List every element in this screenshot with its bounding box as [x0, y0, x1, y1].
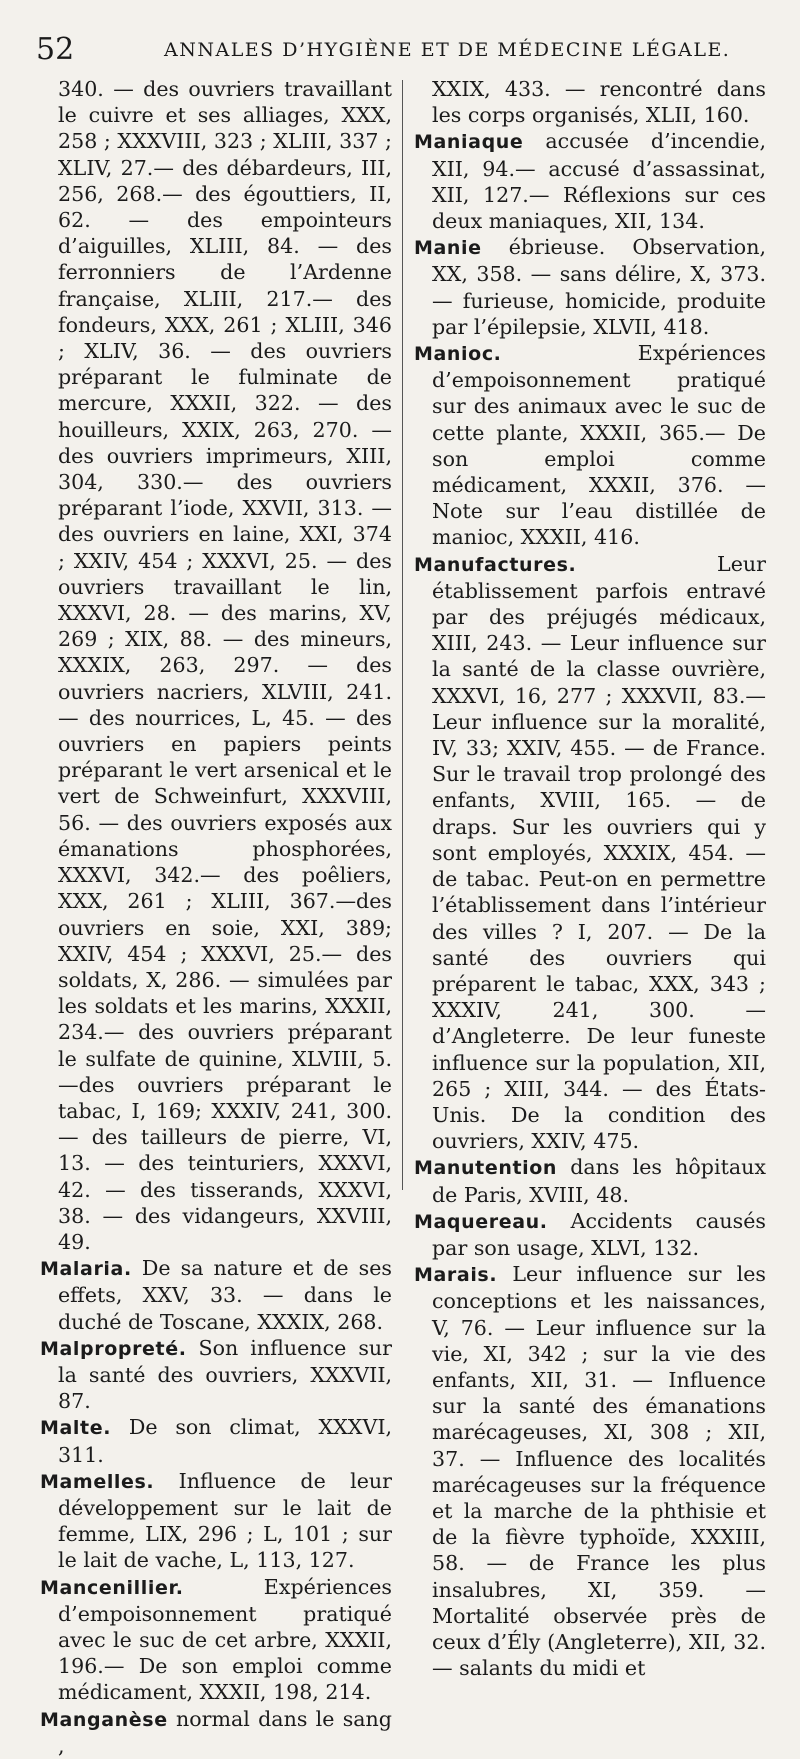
entry-term: Malte. [40, 1417, 112, 1440]
entry-term: Manie [414, 237, 482, 260]
running-title: ANNALES D’HYGIÈNE ET DE MÉDECINE LÉGALE. [164, 39, 731, 61]
entry-term: Mamelles. [40, 1470, 155, 1493]
entry-text: 340. — des ouvriers travaillant le cuivre et ses alliages, XXX, 258 ; XXXVIII, 323 ; XLIII, 337 ; XLIV, 27.— des débardeurs, III, 256, 268.— des égouttiers, II, 62. — des empointeurs d’aiguilles, XLIII, 84. — des ferronniers de l’Ardenne française, XLIII, 217.— des fondeurs, XXX, 261 ; XLIII, 346 ; XLIV, 36. — des ouvriers préparant le fulminate de mercure, XXXII, 322. — des houilleurs, XXIX, 263, 270. — des ouvriers imprimeurs, XIII, 304, 330.— des ouvriers préparant l’iode, XXVII, 313. — des ouvriers en laine, XXI, 374 ; XXIV, 454 ; XXXVI, 25. — des ouvriers travaillant le lin, XXXVI, 28. — des marins, XV, 269 ; XIX, 88. — des mineurs, XXXIX, 263, 297. — des ouvriers nacriers, XLVIII, 241. — des nourrices, L, 45. — des ouvriers en papiers peints préparant le vert arsenical et le vert de Schweinfurt, XXXVIII, 56. — des ouvriers exposés aux émanations phosphorées, XXXVI, 342.— des poêliers, XXX, 261 ; XLIII, 367.—des ouvriers en soie, XXI, 389; XXIV, 454 ; XXXVI, 25.— des soldats, X, 286. — simulées par les soldats et les marins, XXXII, 234.— des ouvriers préparant le sulfate de quinine, XLVIII, 5.—des ouvriers préparant le tabac, I, 169; XXXIV, 241, 300. — des tailleurs de pierre, VI, 13. — des teinturiers, XXXVI, 42. — des tisserands, XXXVI, 38. — des vidangeurs, XXVIII, 49. [58, 77, 392, 1254]
entry-text: Leur influence sur les conceptions et les naissances, V, 76. — Leur influence sur la vie, XI, 342 ; sur la vie des enfants, XII, 31. — Influence sur la santé des émanations marécageuses, XI, 308 ; XII, 37. — Influence des localités marécageuses sur la fréquence et la marche de la phthisie et de la fièvre typhoïde, XXXIII, 58. — de France les plus insalubres, XI, 359. — Mortalité observée près de ceux d’Ély (Angleterre), XII, 32. — salants du midi et [432, 1262, 766, 1681]
index-entry [40, 1706, 392, 1759]
entry-text: Expériences d’empoisonnement pratiqué sur des animaux avec le suc de cette plante, XXXII, 365.— De son emploi comme médicament, XXXII, 376. — Note sur l’eau distillée de manioc, XXXII, 416. [432, 341, 766, 550]
index-entry [40, 1414, 392, 1467]
entry-term: Manioc. [414, 343, 502, 366]
entry-text: De sa nature et de ses effets, XXV, 33. — dans le duché de Toscane, XXXIX, 268. [58, 1256, 392, 1334]
index-entry [40, 1574, 392, 1706]
entry-term: Manganèse [40, 1708, 168, 1731]
entry-term: Manutention [414, 1157, 558, 1180]
index-entry [414, 1208, 766, 1261]
entry-text: XXIX, 433. — rencontré dans les corps organisés, XLII, 160. [432, 77, 766, 128]
entry-term: Malpropreté. [40, 1337, 187, 1360]
entry-term: Manufactures. [414, 553, 577, 576]
entry-term: Malaria. [40, 1258, 132, 1281]
index-entry [40, 1468, 392, 1574]
index-entry [414, 340, 766, 551]
index-entry [40, 1335, 392, 1415]
entry-term: Marais. [414, 1264, 498, 1287]
entry-text: Influence de leur développement sur le lait de femme, LIX, 296 ; L, 101 ; sur le lait de vache, L, 113, 127. [58, 1468, 392, 1573]
index-column-right [414, 76, 766, 1681]
index-entry [414, 234, 766, 340]
index-entry [414, 551, 766, 1155]
page-number: 52 [36, 32, 75, 67]
entry-text: Leur établissement parfois entravé par des préjugés médicaux, XIII, 243. — Leur influence sur la santé de la classe ouvrière, XXXVI, 16, 277 ; XXXVII, 83.— Leur influence sur la moralité, IV, 33; XXIV, 455. — de France. Sur le travail trop prolongé des enfants, XVIII, 165. — de draps. Sur les ouvriers qui y sont employés, XXXIX, 454. — de tabac. Peut-on en permettre l’établissement dans l’intérieur des villes ? I, 207. — De la santé des ouvriers qui préparent le tabac, XXX, 343 ; XXXIV, 241, 300. — d’Angleterre. De leur funeste influence sur la population, XII, 265 ; XIII, 344. — des États-Unis. De la condition des ouvriers, XXIV, 475. [432, 551, 766, 1154]
entry-term: Mancenillier. [40, 1576, 184, 1599]
entry-text: ébrieuse. Observation, XX, 358. — sans délire, X, 373. — furieuse, homicide, produite par l’épilepsie, XLVII, 418. [432, 235, 766, 339]
index-entry [414, 128, 766, 234]
column-divider [402, 80, 403, 1190]
entry-term: Maniaque [414, 131, 524, 154]
index-entry [414, 76, 766, 128]
entry-text: normal dans le sang , [58, 1706, 392, 1758]
index-entry [40, 1255, 392, 1335]
page-header [36, 28, 764, 72]
entry-text: De son climat, XXXVI, 311. [58, 1415, 392, 1467]
entry-text: dans les hôpitaux de Paris, XVIII, 48. [432, 1155, 766, 1207]
index-entry [40, 76, 392, 1255]
entry-text: Expériences d’empoisonnement pratiqué avec le suc de cet arbre, XXXII, 196.— De son emploi comme médicament, XXXII, 198, 214. [58, 1574, 392, 1705]
entry-text: Accidents causés par son usage, XLVI, 132. [432, 1208, 766, 1260]
index-column-left [40, 76, 392, 1759]
entry-text: accusée d’incendie, XII, 94.— accusé d’assassinat, XII, 127.— Réflexions sur ces deux maniaques, XII, 134. [432, 129, 766, 234]
index-entry [414, 1261, 766, 1681]
index-entry [414, 1154, 766, 1207]
entry-term: Maquereau. [414, 1210, 548, 1233]
entry-text: Son influence sur la santé des ouvriers, XXXVII, 87. [58, 1335, 392, 1414]
